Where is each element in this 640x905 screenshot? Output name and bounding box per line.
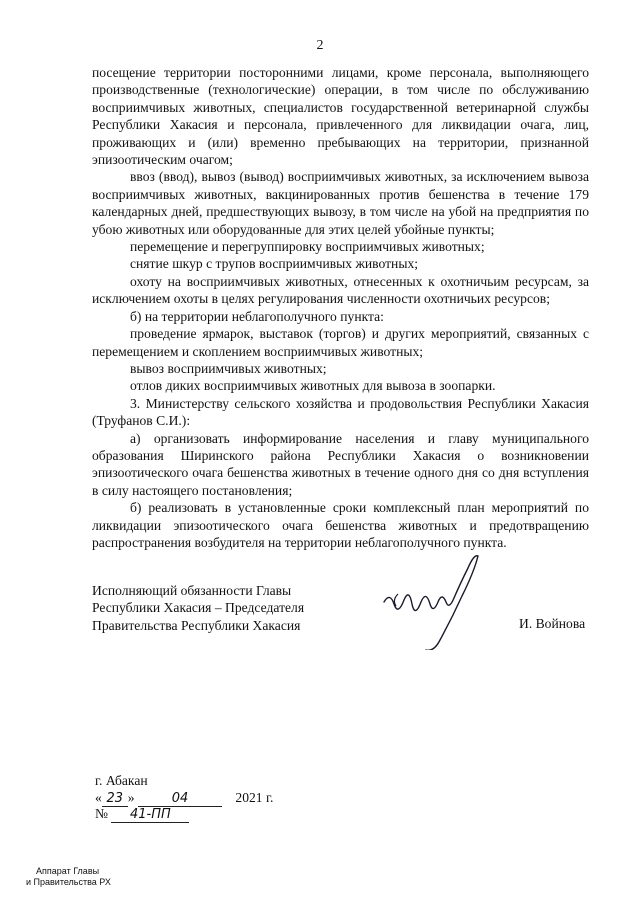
number-value: 41-ПП <box>111 807 189 823</box>
paragraph: отлов диких восприимчивых животных для вывоза в зоопарки. <box>130 378 496 394</box>
paragraph: вывоз восприимчивых животных; <box>130 360 327 376</box>
date-year: 2021 г. <box>235 790 274 805</box>
date-month: 04 <box>138 791 222 807</box>
signatory-title-line: Правительства Республики Хакасия <box>92 617 301 633</box>
signatory-name: И. Войнова <box>519 616 586 631</box>
paragraph: б) на территории неблагополучного пункта: <box>130 308 384 324</box>
stamp-line: и Правительства РХ <box>26 877 111 887</box>
handwritten-signature <box>378 550 498 650</box>
paragraph: б) реализовать в установленные сроки комплексный план мероприятий по ликвидации эпизоотического очага бешенства животных и предотвращению распространения возбудителя на территории неблагополучного пункта. <box>92 500 589 550</box>
paragraph: посещение территории посторонними лицами, кроме персонала, выполняющего производственные (технологические) операции, в том числе по обслуживанию восприимчивых животных, специалистов государственной ветеринарной службы Республики Хакасия и персонала, привлеченного для ликвидации очага, лиц, проживающих и (или) временно пребывающих на территории, признанной эпизоотическим очагом; <box>92 65 589 168</box>
signatory-title-line: Исполняющий обязанности Главы <box>92 583 292 598</box>
paragraph: проведение ярмарок, выставок (торгов) и других мероприятий, связанных с перемещением и скоплением восприимчивых животных; <box>92 326 589 359</box>
number-label: № <box>95 806 108 821</box>
paragraph: ввоз (ввод), вывоз (вывод) восприимчивых животных, за исключением вывоза восприимчивых животных, вакцинированных против бешенства в течение 179 календарных дней, предшествующих вывозу, в том числе на убой на предприятия по убою животных или оборудованные для этих целей убойные пункты; <box>92 169 589 237</box>
paragraph: снятие шкур с трупов восприимчивых животных; <box>130 256 419 272</box>
paragraph: охоту на восприимчивых животных, отнесенных к охотничьим ресурсам, за исключением охоты в целях регулирования численности охотничьих ресурсов; <box>92 273 589 307</box>
paragraph: 3. Министерству сельского хозяйства и продовольствия Республики Хакасия (Труфанов С.И.): <box>92 395 589 429</box>
registry-stamp <box>26 866 111 888</box>
document-date: « 23 » 04 2021 г. <box>95 790 274 806</box>
city: г. Абакан <box>95 773 148 788</box>
signatory-title <box>92 582 304 634</box>
signatory-title-line: Республики Хакасия – Председателя <box>92 600 305 616</box>
stamp-line: Аппарат Главы <box>36 866 100 876</box>
page-number: 2 <box>316 38 324 53</box>
paragraph: а) организовать информирование населения и главу муниципального образования Ширинского района Республики Хакасия о возникновении эпизоотического очага бешенства животных в течение одного дня со дня вступления в силу настоящего постановления; <box>92 430 589 498</box>
document-body <box>92 64 589 551</box>
document-number <box>95 806 189 823</box>
date-day: 23 <box>102 791 128 807</box>
paragraph: перемещение и перегруппировку восприимчивых животных; <box>130 239 485 255</box>
